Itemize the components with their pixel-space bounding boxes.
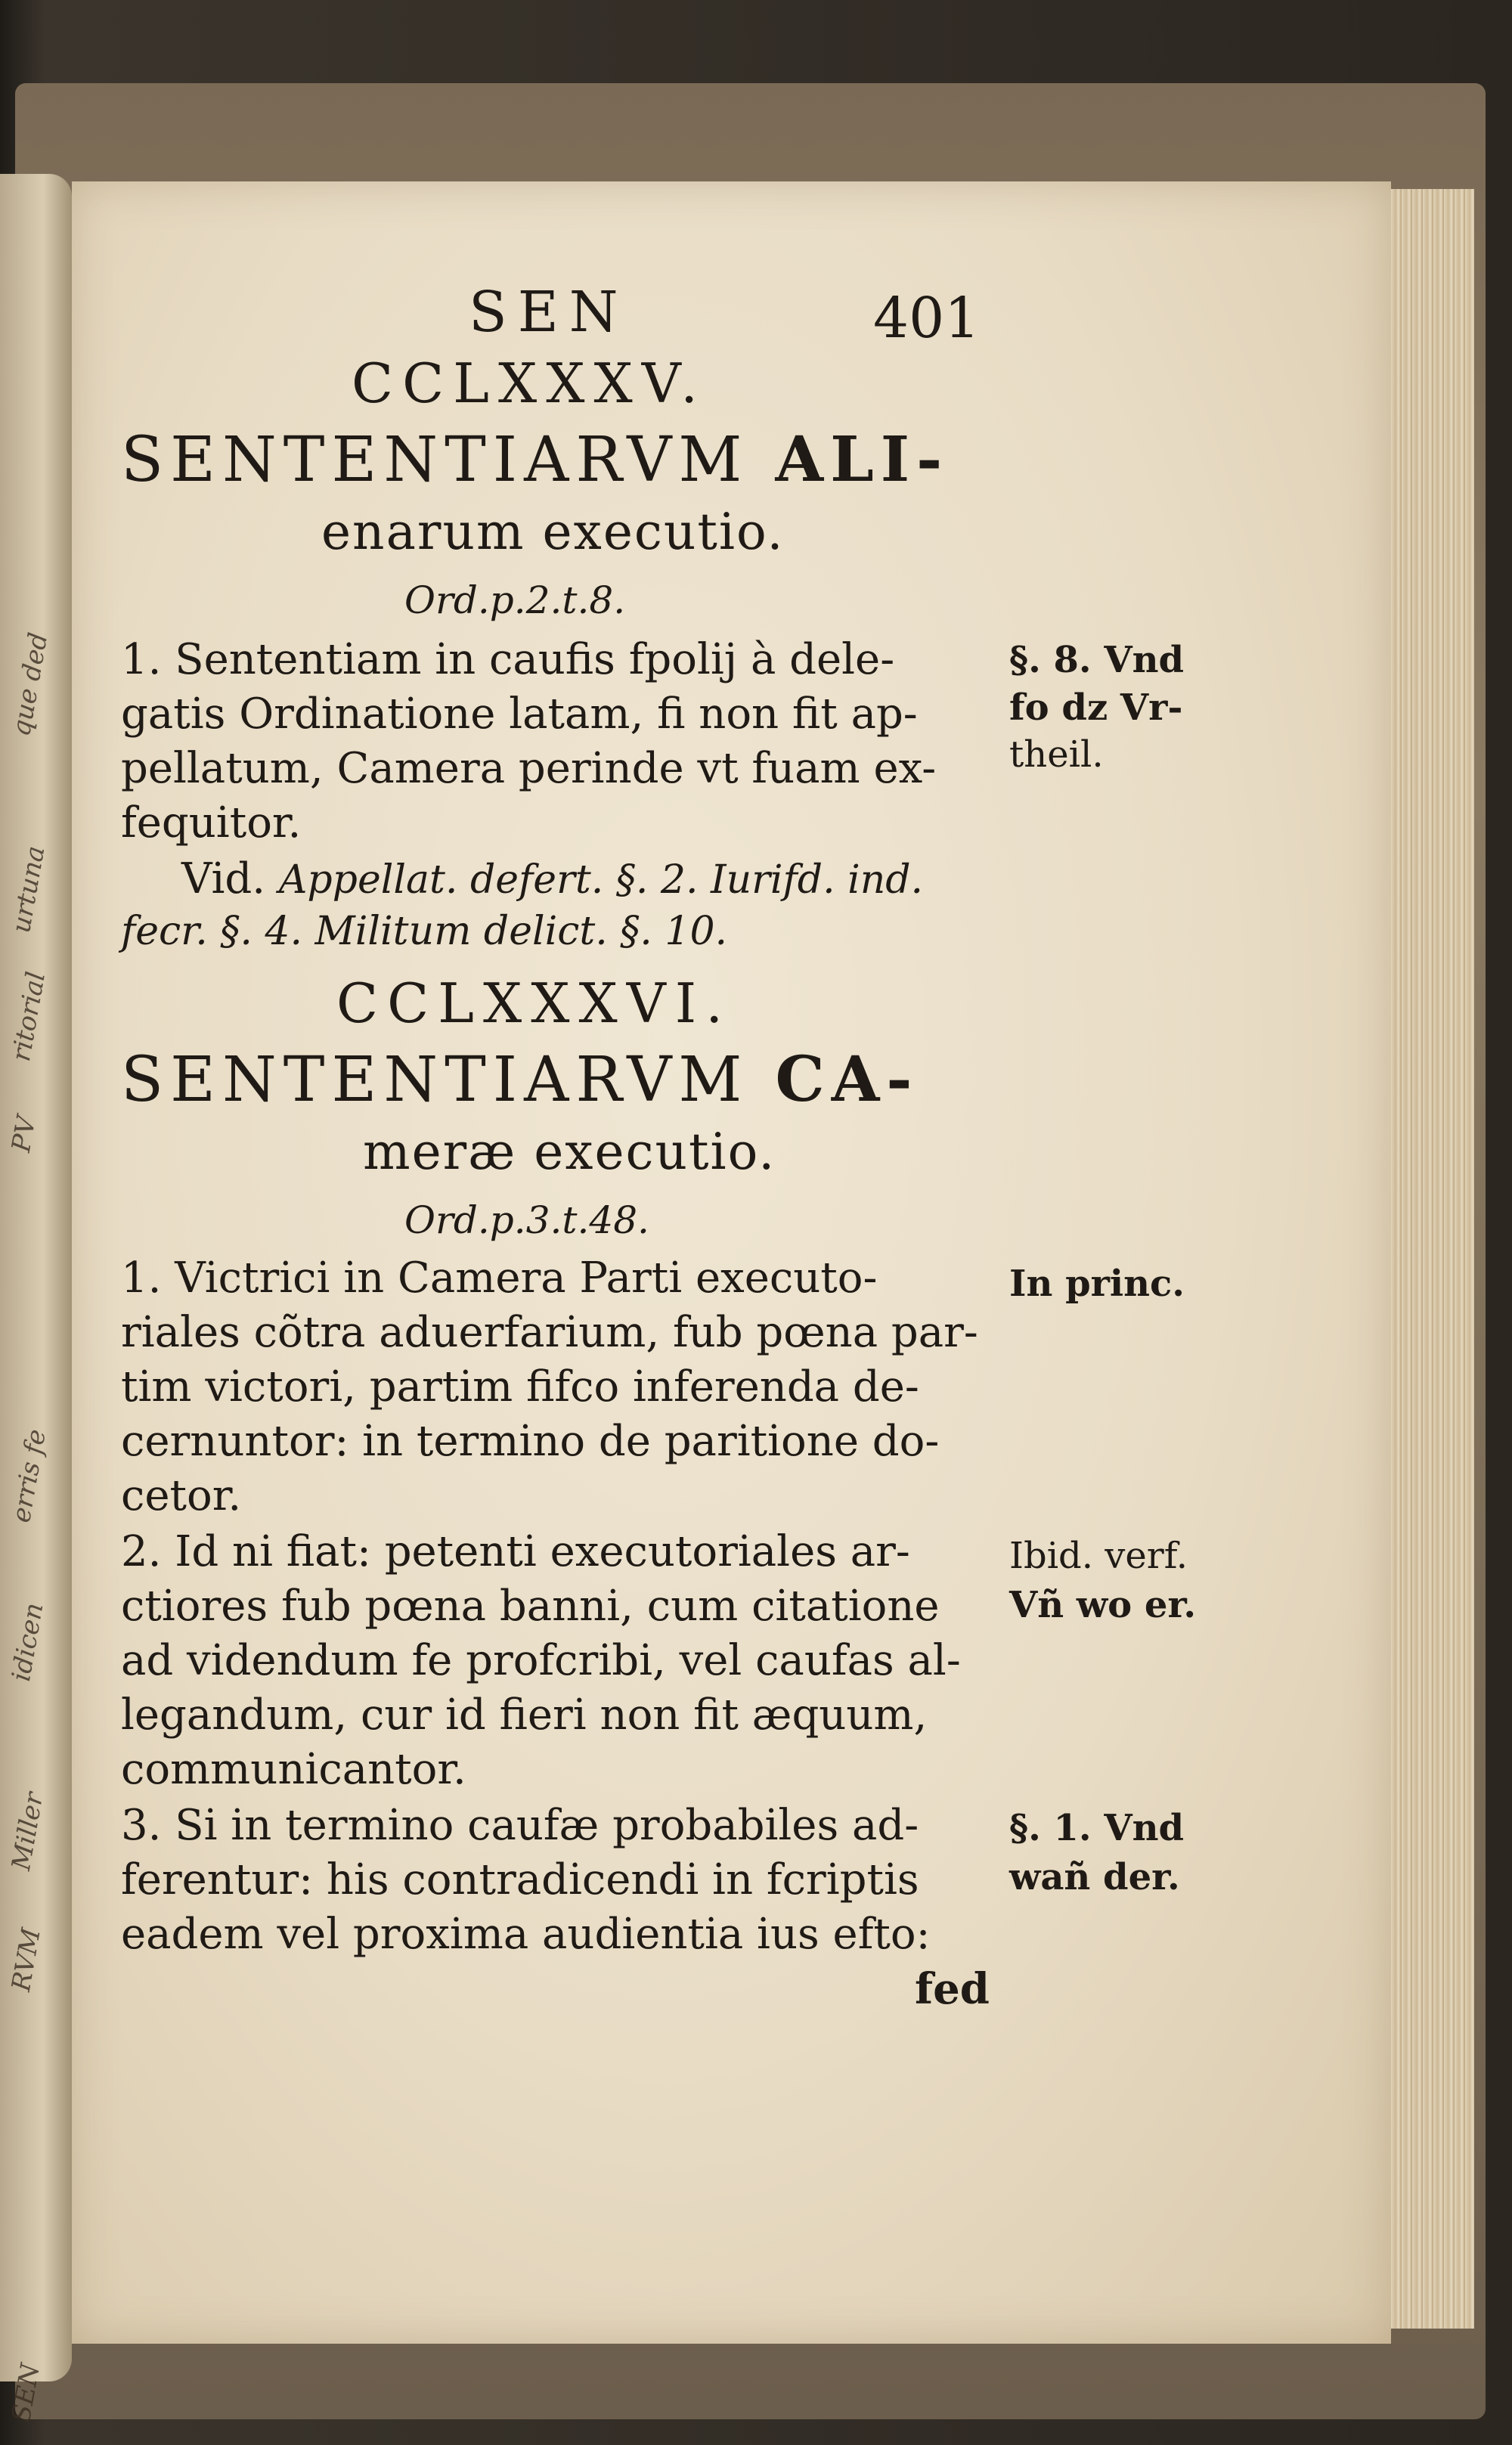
section-title-main: SENTENTIARVM: [121, 1044, 749, 1116]
marginal-note: Vñ wo er.: [1009, 1584, 1197, 1626]
cross-reference: [181, 854, 923, 903]
marginal-note: wañ der.: [1009, 1856, 1180, 1898]
marginal-note: fo dz Vr-: [1009, 686, 1183, 729]
facing-page-fragment: ritorial: [6, 969, 52, 1064]
paragraph-line: tim victori, partim fifco inferenda de-: [121, 1362, 919, 1412]
paragraph-line: fequitor.: [121, 798, 302, 848]
facing-page-fragment: idicen: [6, 1601, 50, 1684]
section-title-tail: CA-: [775, 1043, 919, 1116]
page-number: 401: [873, 286, 981, 351]
section-number: CCLXXXVI.: [336, 971, 733, 1035]
facing-page-edge: [0, 174, 72, 2425]
section-subtitle: meræ executio.: [363, 1123, 776, 1181]
paragraph-line: 1. Sententiam in caufis fpolij à dele-: [121, 635, 895, 684]
section-title: [121, 1043, 919, 1116]
paragraph-line: 3. Si in termino caufæ probabiles ad-: [121, 1801, 919, 1850]
cross-reference: fecr. §. 4. Militum delict. §. 10.: [121, 909, 728, 954]
section-title: [121, 423, 949, 496]
facing-page-fragment: RVM: [6, 1926, 47, 1994]
marginal-note: Ibid. verf.: [1009, 1535, 1188, 1577]
facing-page-fragment: erris fe: [6, 1427, 53, 1525]
running-head: SEN: [469, 280, 629, 345]
marginal-note: §. 8. Vnd: [1009, 639, 1185, 681]
paragraph-line: eadem vel proxima audientia ius efto:: [121, 1910, 931, 1959]
section-title-main: SENTENTIARVM: [121, 424, 749, 496]
book-page: [72, 181, 1391, 2344]
paragraph-line: cernuntor: in termino de paritione do-: [121, 1417, 940, 1466]
ordinance-reference: Ord.p.3.t.48.: [404, 1198, 649, 1242]
section-number: CCLXXXV.: [352, 352, 708, 415]
cross-reference-label: Vid.: [181, 854, 279, 903]
section-subtitle: enarum executio.: [321, 503, 785, 561]
paragraph-line: ferentur: his contradicendi in fcriptis: [121, 1855, 919, 1904]
paragraph-line: ctiores fub pœna banni, cum citatione: [121, 1582, 940, 1631]
paragraph-line: riales cõtra aduerfarium, fub pœna par-: [121, 1308, 978, 1357]
catchword: fed: [915, 1964, 990, 2014]
paragraph-line: pellatum, Camera perinde vt fuam ex-: [121, 744, 937, 793]
paragraph-line: 2. Id ni fiat: petenti executoriales ar-: [121, 1527, 910, 1576]
paragraph-line: cetor.: [121, 1471, 242, 1520]
facing-page-fragment: urtuna: [6, 843, 51, 935]
paragraph-line: ad videndum fe profcribi, vel caufas al-: [121, 1636, 961, 1685]
paragraph-line: gatis Ordinatione latam, fi non fit ap-: [121, 689, 918, 739]
marginal-note: In princ.: [1009, 1263, 1185, 1305]
marginal-note: theil.: [1009, 733, 1104, 776]
facing-page-fragment: SEN: [6, 2361, 46, 2425]
cross-reference-text: Appellat. defert. §. 2. Iurifd. ind.: [278, 857, 924, 903]
paragraph-line: legandum, cur id fieri non fit æquum,: [121, 1690, 928, 1740]
section-title-tail: ALI-: [775, 423, 950, 496]
facing-page-fragment: Miller: [6, 1790, 50, 1873]
paragraph-line: communicantor.: [121, 1745, 466, 1794]
marginal-note: §. 1. Vnd: [1009, 1807, 1185, 1849]
ordinance-reference: Ord.p.2.t.8.: [404, 578, 626, 622]
facing-page-fragment: PV: [6, 1114, 42, 1154]
facing-page-fragment: que ded: [6, 630, 54, 739]
page-edges: [1391, 189, 1474, 2329]
paragraph-line: 1. Victrici in Camera Parti executo-: [121, 1253, 878, 1303]
